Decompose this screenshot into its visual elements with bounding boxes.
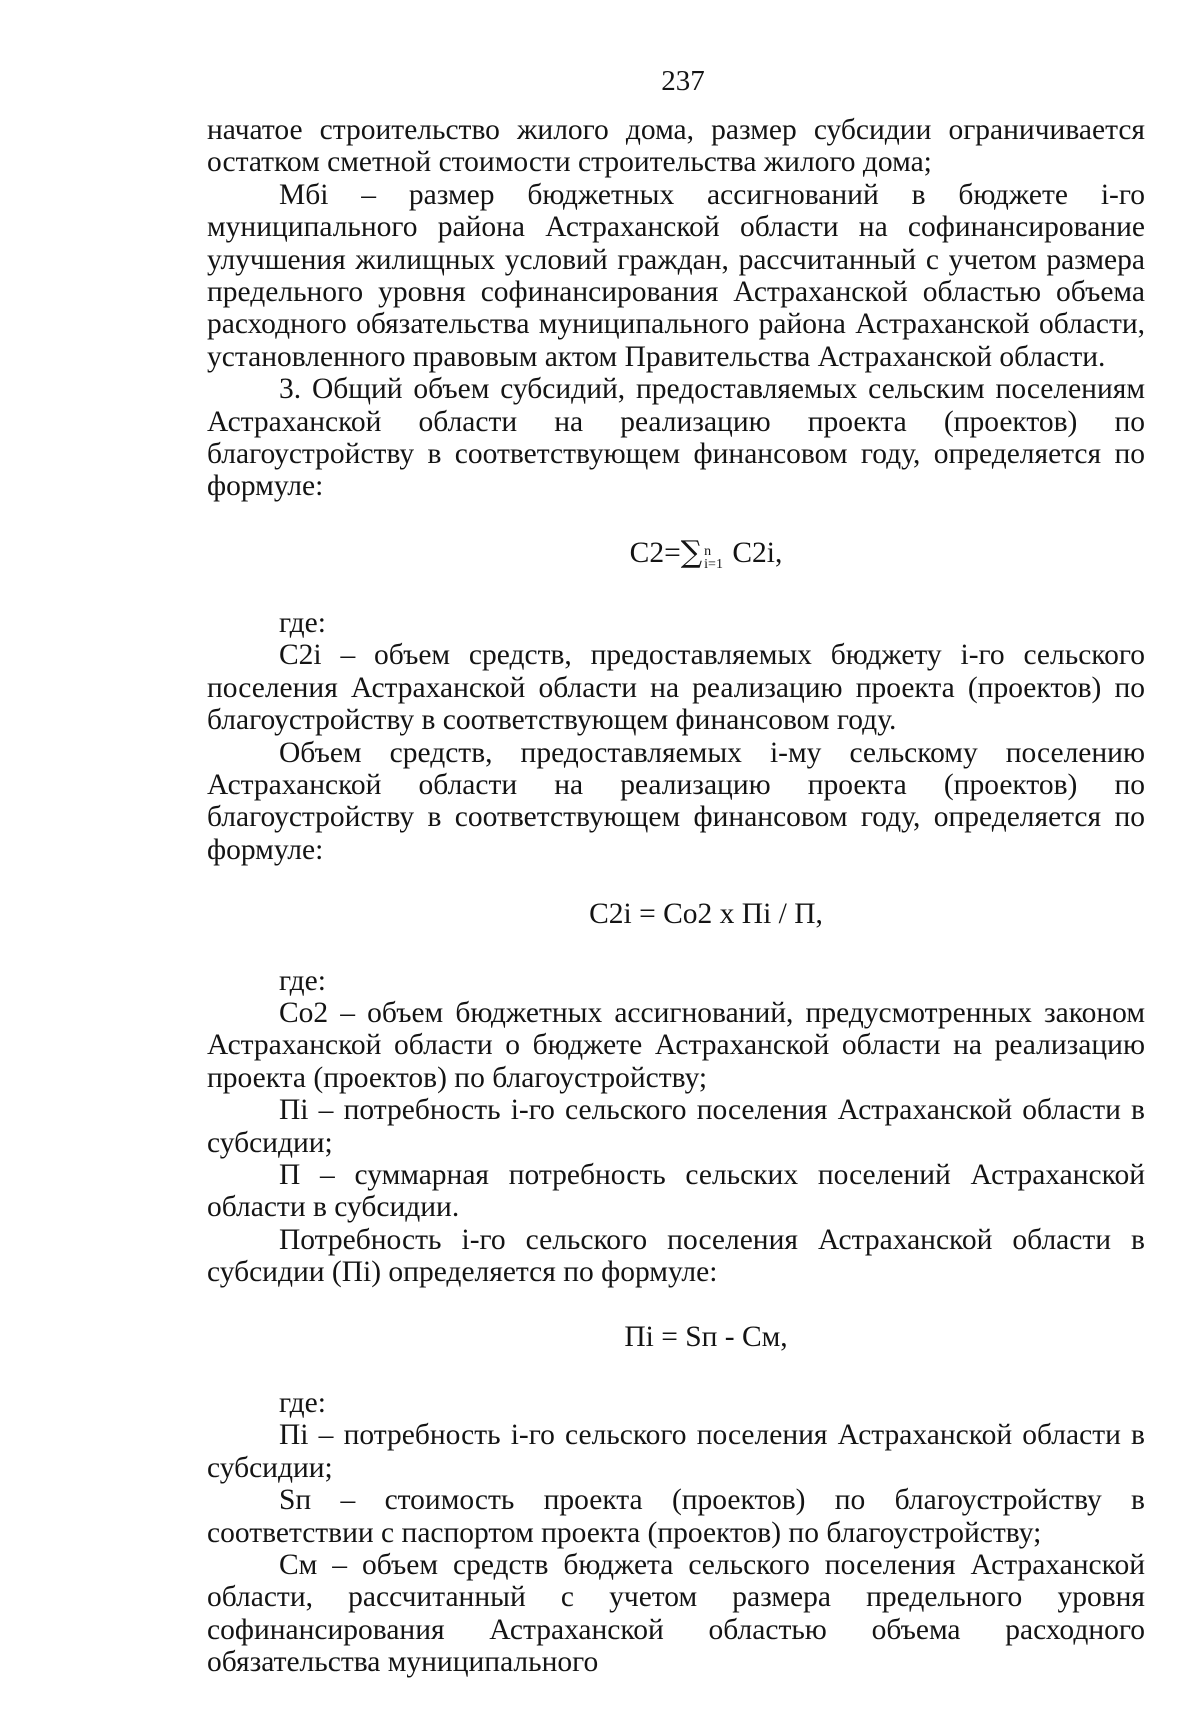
paragraph-pi-definition-repeat: Пi – потребность i-го сельского поселения Астраханской области в субсидии;	[207, 1419, 1145, 1484]
paragraph-mbi-definition: Мбi – размер бюджетных ассигнований в бюджете i-го муниципального района Астраханской области на софинансирование улучшения жилищных условий граждан, рассчитанный с учетом размера предельного уровня софинансирования Астраханской областью объема расходного обязательства муниципального района Астраханской области, установленного правовым актом Правительства Астраханской области.	[207, 178, 1145, 373]
page-number: 237	[661, 65, 705, 97]
where-label: где:	[279, 606, 326, 639]
paragraph-need-definition: Потребность i-го сельского поселения Астраханской области в субсидии (Пi) определяется по формуле:	[207, 1223, 1145, 1289]
paragraph-c2i-definition: C2i – объем средств, предоставляемых бюджету i-го сельского поселения Астраханской области на реализацию проекта (проектов) по благоустройству в соответствующем финансовом году.	[207, 639, 1145, 737]
sum-lower-limit: i=1	[704, 556, 723, 572]
page-body	[207, 114, 1145, 1679]
paragraph-cm-definition: См – объем средств бюджета сельского поселения Астраханской области, рассчитанный с учетом размера предельного уровня софинансирования Астраханской областью объема расходного обязательства муниципального	[207, 1549, 1145, 1679]
sum-sign: ∑	[680, 534, 703, 570]
paragraph-p-definition: П – суммарная потребность сельских поселений Астраханской области в субсидии.	[207, 1158, 1145, 1224]
formula-lhs: C2=	[629, 536, 681, 569]
where-label: где:	[279, 1387, 326, 1419]
paragraph-section-3: 3. Общий объем субсидий, предоставляемых сельским поселениям Астраханской области на реализацию проекта (проектов) по благоустройству в соответствующем финансовом году, определяется по формуле:	[207, 373, 1145, 503]
formula-c2i: C2i = Co2 x Пi / П,	[589, 898, 823, 931]
sum-limits	[704, 545, 723, 571]
formula-total-subsidy	[207, 534, 1145, 572]
paragraph-sp-definition: Sп – стоимость проекта (проектов) по благоустройству в соответствии с паспортом проекта (проектов) по благоустройству;	[207, 1484, 1145, 1549]
paragraph-co2-definition: Co2 – объем бюджетных ассигнований, предусмотренных законом Астраханской области о бюджете Астраханской области на реализацию проекта (проектов) по благоустройству;	[207, 996, 1145, 1094]
paragraph-volume-of-funds: Объем средств, предоставляемых i-му сельскому поселению Астраханской области на реализацию проекта (проектов) по благоустройству в соответствующем финансовом году, определяется по формуле:	[207, 736, 1145, 866]
formula-pi: Пi = Sп - См,	[624, 1320, 788, 1353]
where-label: где:	[279, 964, 326, 997]
sum-upper-limit: n	[704, 543, 712, 559]
formula-term: C2i,	[724, 536, 783, 569]
paragraph-pi-definition: Пi – потребность i-го сельского поселения Астраханской области в субсидии;	[207, 1094, 1145, 1159]
paragraph-continuation: начатое строительство жилого дома, размер субсидии ограничивается остатком сметной стоимости строительства жилого дома;	[207, 114, 1145, 179]
